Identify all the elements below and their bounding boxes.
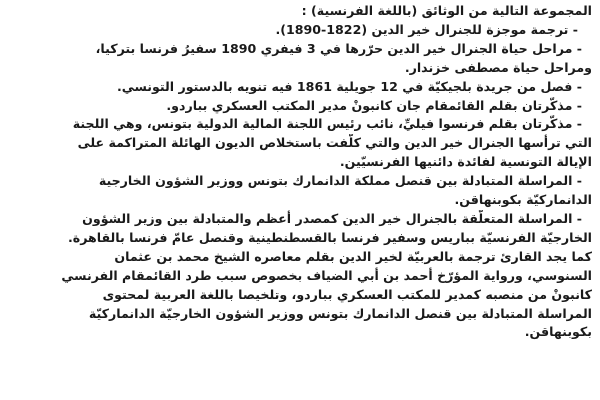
list-item-line: - مذكّرتان بقلم القائمقام جان كانبونْ مدير المكتب العسكري بباردو. [166, 97, 582, 113]
paragraph-line: بكوبنهاقن. [524, 324, 592, 340]
closing-paragraph [10, 248, 592, 343]
list-item-line: - مذكّرتان بقلم فرنسوا فيليِّ، نائب رئيس اللجنة المالية الدولية بتونس، وهي اللجنة [72, 116, 582, 132]
paragraph-line: كانبونْ من منصبه كمدير للمكتب العسكري بباردو، وتلخيصا باللغة العربية لمحتوى [102, 286, 592, 302]
section-heading: المجموعة التالية من الوثائق (باللغة الفرنسية) : [301, 3, 592, 18]
list-item-line: - فصل من جريدة بلجيكيّة في 12 جويلية 1861 فيه تنويه بالدستور التونسي. [116, 78, 582, 94]
list-item [10, 172, 592, 210]
paragraph-line: المراسلة المتبادلة بين قنصل الدانمارك بتونس ووزير الشؤون الخارجيّة الدانماركيّة [88, 305, 592, 321]
list-item-line: ومراحل حياة مصطفى خزندار. [404, 59, 592, 75]
paragraph-line: كما يجد القارئ ترجمة بالعربيّة لخير الدين بقلم معاصره الشيخ محمد بن عثمان [114, 248, 592, 264]
list-item-line: - مراحل حياة الجنرال خير الدين حرّرها في 3 فيفري 1890 سفيرُ فرنسا بتركيا، [95, 40, 582, 56]
list-item [10, 21, 592, 40]
list-item-line: الخارجيّة الفرنسيّة بباريس وسفير فرنسا بالقسطنطينية وقنصل عامّ فرنسا بالقاهرة. [67, 229, 592, 245]
list-item-line: الإيالة التونسية لفائدة دائنيها الفرنسيّين. [339, 154, 592, 170]
list-item-line: التي ترأسها الجنرال خير الدين والتي كلّفت باستخلاص الديون الهائلة المتراكمة على [77, 135, 592, 151]
list-item [10, 78, 592, 97]
list-item-line: الدانماركيّة بكوبنهاقن. [454, 192, 592, 208]
document-page [10, 2, 592, 400]
list-item-line: - ترجمة موجزة للجنرال خير الدين (1822-1890). [275, 21, 578, 37]
list-item [10, 115, 592, 172]
list-item [10, 210, 592, 248]
list-item-line: - المراسلة المتعلّقة بالجنرال خير الدين كمصدر أعظم والمتبادلة بين وزير الشؤون [82, 210, 582, 226]
list-item [10, 40, 592, 78]
list-item-line: - المراسلة المتبادلة بين قنصل مملكة الدانمارك بتونس ووزير الشؤون الخارجية [98, 173, 582, 189]
paragraph-line: السنوسي، ورواية المؤرّخ أحمد بن أبي الضياف بخصوص سبب طرد القائمقام الفرنسي [61, 267, 592, 283]
list-item [10, 97, 592, 116]
